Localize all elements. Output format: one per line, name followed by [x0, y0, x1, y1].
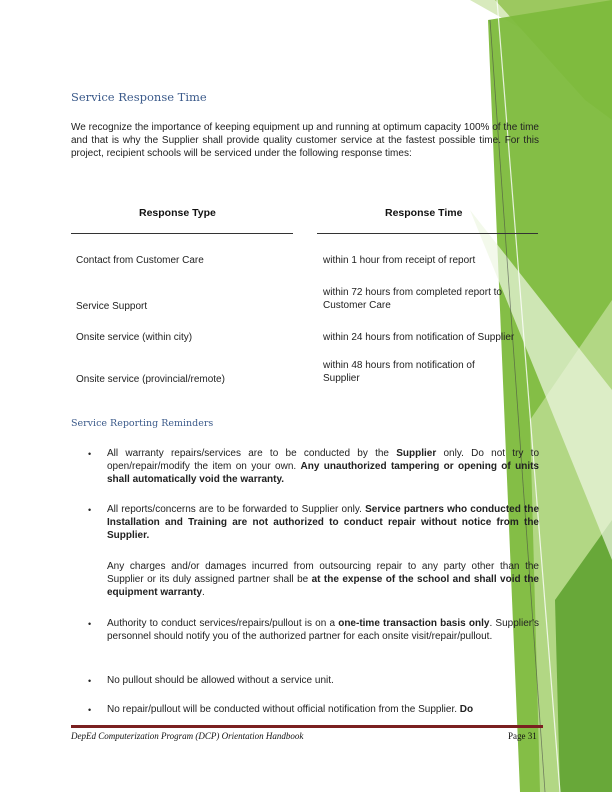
reminder-3-text-b: one-time transaction basis only: [338, 618, 490, 629]
row-2-type: Service Support: [76, 301, 148, 312]
reminder-1-text-d: Any unauthorized tampering or opening of units shall automatically void the warranty.: [107, 461, 539, 485]
reminder-2-extra-text-b: at the expense of the school and shall void the equipment warranty: [107, 574, 539, 598]
bullet-marker: •: [88, 676, 92, 686]
reminder-1-text-c: only. Do not try to open/repair/modify the item on your own.: [107, 448, 539, 472]
reminder-4: No pullout should be allowed without a service unit.: [107, 675, 334, 686]
reminder-2-extra-text-a: Any charges and/or damages incurred from outsourcing repair to any party other than the Supplier or its duly assigned partner shall be: [107, 561, 539, 585]
row-4-type: Onsite service (provincial/remote): [76, 374, 225, 385]
reminder-3: [107, 617, 539, 643]
page-number: Page 31: [508, 731, 537, 741]
reminder-1-text-a: All warranty repairs/services are to be conducted by the: [107, 448, 397, 459]
reminders-title: Service Reporting Reminders: [71, 418, 214, 429]
row-3-time: within 24 hours from notification of Supplier: [323, 332, 515, 343]
reminder-1: [107, 447, 539, 486]
reminder-2-text-a: All reports/concerns are to be forwarded to Supplier only.: [107, 504, 366, 515]
row-1-time: within 1 hour from receipt of report: [323, 255, 476, 266]
reminder-1-text-b: Supplier: [396, 448, 437, 459]
bullet-marker: •: [88, 705, 92, 715]
row-4-time: within 48 hours from notification of Supplier: [323, 360, 475, 384]
row-2-time: within 72 hours from completed report to Customer Care: [323, 287, 502, 311]
reminder-3-text-c: . Supplier's personnel should notify you of the authorized partner for each onsite visit/repair/pullout.: [107, 618, 540, 642]
footer-rule: [71, 725, 543, 728]
reminder-2-extra-text-c: .: [202, 587, 205, 598]
column-rule-right: [317, 233, 538, 234]
reminder-5-text-a: No repair/pullout will be conducted without official notification from the Supplier.: [107, 704, 460, 715]
bullet-marker: •: [88, 505, 92, 515]
reminder-2: [107, 503, 539, 542]
column-rule-left: [71, 233, 293, 234]
reminder-2-text-b: Service partners who conducted the Installation and Training are not authorized to conduct repair without notice from the Supplier.: [107, 504, 540, 541]
row-1-type: Contact from Customer Care: [76, 255, 204, 266]
footer-handbook-title: DepEd Computerization Program (DCP) Orientation Handbook: [71, 731, 304, 741]
column-header-response-time: Response Time: [385, 207, 463, 219]
reminder-3-text-a: Authority to conduct services/repairs/pullout is on a: [107, 618, 339, 629]
reminder-2-extra: [107, 560, 539, 599]
reminder-5-text-b: Do: [459, 704, 474, 715]
reminder-5: [107, 703, 539, 716]
bullet-marker: •: [88, 619, 92, 629]
intro-paragraph: We recognize the importance of keeping equipment up and running at optimum capacity 100% of the time and that is why the Supplier shall provide quality customer service at the fastest possible time. For this project, recipient schools will be serviced under the following response times:: [71, 122, 539, 159]
row-3-type: Onsite service (within city): [76, 332, 193, 343]
section-title: Service Response Time: [71, 90, 207, 104]
column-header-response-type: Response Type: [139, 207, 216, 219]
bullet-marker: •: [88, 449, 92, 459]
